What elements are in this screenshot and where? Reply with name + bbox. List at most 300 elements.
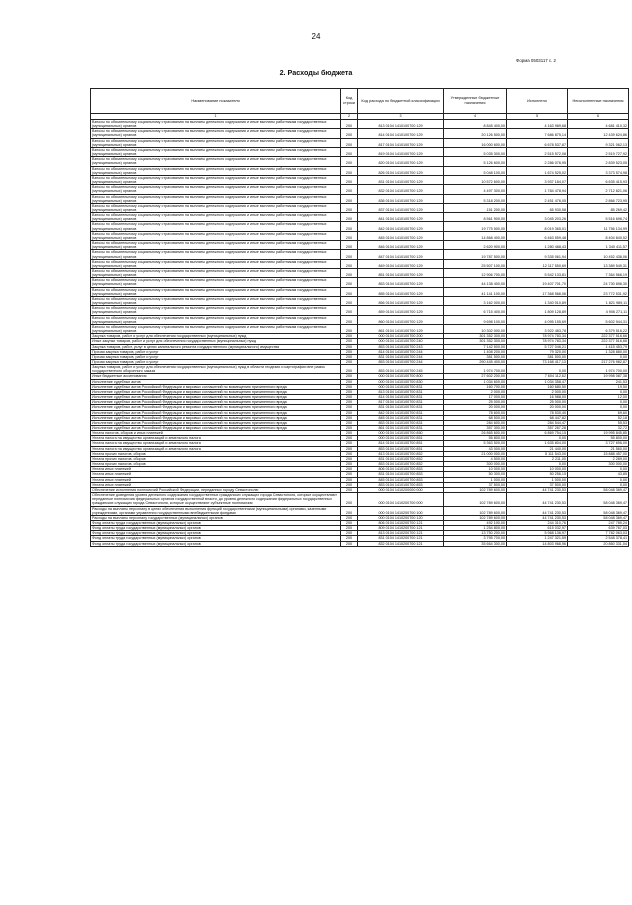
expenses-table bbox=[90, 88, 629, 547]
table-row bbox=[91, 493, 629, 506]
row-line-code: 200 bbox=[341, 138, 358, 147]
row-executed: 5 542 133,81 bbox=[507, 269, 568, 278]
row-name: Уплата налога на имущество организаций и земельного налога bbox=[91, 446, 341, 451]
row-executed: 10 000,00 bbox=[507, 467, 568, 472]
row-executed: 44 741 230,53 bbox=[507, 506, 568, 515]
row-approved: 381 500,00 bbox=[444, 354, 507, 359]
row-unexecuted: 85 269,42 bbox=[568, 203, 629, 212]
row-executed: 0,00 bbox=[507, 365, 568, 374]
header-executed: Исполнено bbox=[507, 89, 568, 114]
row-line-code: 200 bbox=[341, 531, 358, 536]
row-executed: 1 784 478,94 bbox=[507, 185, 568, 194]
row-name: Уплата налога на имущество организаций и земельного налога bbox=[91, 436, 341, 441]
row-unexecuted: 58 048 369,47 bbox=[568, 506, 629, 515]
row-line-code: 200 bbox=[341, 405, 358, 410]
row-budget-code: 831 0104 1410100700 244 bbox=[358, 354, 444, 359]
row-line-code: 200 bbox=[341, 477, 358, 482]
row-line-code: 200 bbox=[341, 415, 358, 420]
row-executed: 6 869 754,15 bbox=[507, 431, 568, 436]
row-approved: 102 789 600,00 bbox=[444, 506, 507, 515]
row-line-code: 200 bbox=[341, 462, 358, 467]
row-executed: 17 368 568,08 bbox=[507, 287, 568, 296]
row-line-code: 200 bbox=[341, 541, 358, 546]
table-row bbox=[91, 241, 629, 250]
row-executed: 1 809 128,89 bbox=[507, 306, 568, 315]
row-line-code: 200 bbox=[341, 203, 358, 212]
row-executed: 160 680,50 bbox=[507, 384, 568, 389]
row-executed: 65 930,58 bbox=[507, 203, 568, 212]
row-budget-code: 845 0104 1410100700 853 bbox=[358, 477, 444, 482]
row-line-code: 200 bbox=[341, 426, 358, 431]
row-unexecuted: 4 681 410,32 bbox=[568, 120, 629, 129]
row-unexecuted: 639 767,03 bbox=[568, 526, 629, 531]
row-budget-code: 000 0104 1410100700 831 bbox=[358, 384, 444, 389]
column-number: 2 bbox=[341, 114, 358, 120]
row-budget-code: 814 0104 1410100700 244 bbox=[358, 349, 444, 354]
row-unexecuted: 0,00 bbox=[568, 400, 629, 405]
table-row bbox=[91, 541, 629, 546]
row-executed: 0,00 bbox=[507, 462, 568, 467]
row-name: Иные бюджетные ассигнования bbox=[91, 374, 341, 379]
row-executed: 5 968 136,97 bbox=[507, 531, 568, 536]
row-name: Уплата налогов, сборов и иных платежей bbox=[91, 431, 341, 436]
row-line-code: 200 bbox=[341, 487, 358, 492]
row-name: Взносы по обязательному социальному страхованию на выплаты денежного содержания и иные выплаты работникам государственных (муниципальных) органов bbox=[91, 269, 341, 278]
table-row bbox=[91, 287, 629, 296]
row-unexecuted: 15 888 457,00 bbox=[568, 451, 629, 456]
row-name: Взносы по обязательному социальному страхованию на выплаты денежного содержания и иные выплаты работникам государственных (муниципальных) органов bbox=[91, 241, 341, 250]
row-budget-code: 853 0104 1410100700 852 bbox=[358, 462, 444, 467]
row-executed: 7 604 112,62 bbox=[507, 374, 568, 379]
row-name: Взносы по обязательному социальному страхованию на выплаты денежного содержания и иные выплаты работникам государственных (муниципальных) органов bbox=[91, 157, 341, 166]
row-approved: 25 507 100,00 bbox=[444, 259, 507, 268]
row-executed: 73 168 417,13 bbox=[507, 359, 568, 364]
row-executed: 1 674 525,02 bbox=[507, 166, 568, 175]
row-approved: 43 000,00 bbox=[444, 446, 507, 451]
column-number: 6 bbox=[568, 114, 629, 120]
row-executed: 244 310,76 bbox=[507, 520, 568, 525]
row-unexecuted: 11 756 134,99 bbox=[568, 222, 629, 231]
row-name: Исполнение судебных актов Российской Федерации и мировых соглашений по возмещению причиненного вреда bbox=[91, 400, 341, 405]
row-approved: 41 141 100,00 bbox=[444, 287, 507, 296]
row-unexecuted: 23 772 531,92 bbox=[568, 287, 629, 296]
row-executed: 44 741 230,53 bbox=[507, 487, 568, 492]
row-budget-code: 813 0104 1410100700 852 bbox=[358, 451, 444, 456]
row-approved: 10 572 600,00 bbox=[444, 175, 507, 184]
row-name: Расходы на выплаты персоналу в целях обеспечения выполнения функций государственными (муниципальными) органами, казенными учреждениями, органами управления государственными внебюджетными фондами bbox=[91, 506, 341, 515]
row-line-code: 200 bbox=[341, 194, 358, 203]
row-budget-code: 851 0104 1410100700 129 bbox=[358, 269, 444, 278]
row-executed: 16 988,00 bbox=[507, 395, 568, 400]
row-unexecuted: 247 789,24 bbox=[568, 520, 629, 525]
row-budget-code: 861 0104 1410100700 831 bbox=[358, 426, 444, 431]
row-unexecuted: 58 048 369,47 bbox=[568, 487, 629, 492]
row-budget-code: 842 0104 1410100700 831 bbox=[358, 410, 444, 415]
row-name: Взносы по обязательному социальному страхованию на выплаты денежного содержания и иные выплаты работникам государственных (муниципальных) органов bbox=[91, 175, 341, 184]
row-name: Исполнение судебных актов Российской Федерации и мировых соглашений по возмещению причиненного вреда bbox=[91, 395, 341, 400]
row-name: Взносы по обязательному социальному страхованию на выплаты денежного содержания и иные выплаты работникам государственных (муниципальных) органов bbox=[91, 231, 341, 240]
row-approved: 5 318 200,00 bbox=[444, 194, 507, 203]
row-unexecuted: 0,00 bbox=[568, 467, 629, 472]
row-name: Уплата прочих налогов, сборов bbox=[91, 451, 341, 456]
row-budget-code: 853 0104 1410100700 831 bbox=[358, 420, 444, 425]
row-name: Фонд оплаты труда государственных (муниципальных) органов bbox=[91, 541, 341, 546]
row-budget-code: 853 0104 1410100700 129 bbox=[358, 278, 444, 287]
row-executed: 0,00 bbox=[507, 436, 568, 441]
row-unexecuted: 19 998 087,38 bbox=[568, 374, 629, 379]
row-line-code: 200 bbox=[341, 365, 358, 374]
row-approved: 13 750 200,00 bbox=[444, 531, 507, 536]
row-name: Взносы по обязательному социальному страхованию на выплаты денежного содержания и иные выплаты работникам государственных (муниципальных) органов bbox=[91, 129, 341, 138]
row-line-code: 200 bbox=[341, 354, 358, 359]
row-name: Обеспечение исполнения полномочий Российской Федерации, переданных городу Севастополю bbox=[91, 487, 341, 492]
row-approved: 12 906 700,00 bbox=[444, 269, 507, 278]
row-approved: 6 715 400,00 bbox=[444, 306, 507, 315]
row-executed: 78 530,40 bbox=[507, 410, 568, 415]
row-approved: 300 000,00 bbox=[444, 462, 507, 467]
row-executed: 44 741 230,53 bbox=[507, 515, 568, 520]
row-line-code: 200 bbox=[341, 287, 358, 296]
row-unexecuted: 52,18 bbox=[568, 415, 629, 420]
row-unexecuted: 32,72 bbox=[568, 426, 629, 431]
row-approved: 492 100,00 bbox=[444, 520, 507, 525]
row-budget-code: 831 0104 1410100700 129 bbox=[358, 175, 444, 184]
row-line-code: 200 bbox=[341, 339, 358, 344]
row-budget-code: 861 0104 1410100700 129 bbox=[358, 324, 444, 333]
row-approved: 301 352 300,00 bbox=[444, 339, 507, 344]
row-line-code: 200 bbox=[341, 379, 358, 384]
row-approved: 50 300,00 bbox=[444, 472, 507, 477]
row-budget-code: 000 0104 1410100700 850 bbox=[358, 431, 444, 436]
row-name: Исполнение судебных актов Российской Федерации и мировых соглашений по возмещению причиненного вреда bbox=[91, 426, 341, 431]
row-executed: 44 741 230,53 bbox=[507, 493, 568, 506]
row-line-code: 200 bbox=[341, 482, 358, 487]
row-budget-code: 819 0104 1410100700 129 bbox=[358, 147, 444, 156]
row-name: Взносы по обязательному социальному страхованию на выплаты денежного содержания и иные выплаты работникам государственных (муниципальных) органов bbox=[91, 222, 341, 231]
row-unexecuted: 7 364 566,19 bbox=[568, 269, 629, 278]
row-name: Прочая закупка товаров, работ и услуг bbox=[91, 354, 341, 359]
row-budget-code: 847 0104 1410100700 129 bbox=[358, 250, 444, 259]
row-name: Взносы по обязательному социальному страхованию на выплаты денежного содержания и иные выплаты работникам государственных (муниципальных) органов bbox=[91, 120, 341, 129]
row-budget-code: 814 0104 1410100700 129 bbox=[358, 129, 444, 138]
row-name: Взносы по обязательному социальному страхованию на выплаты денежного содержания и иные выплаты работникам государственных (муниципальных) органов bbox=[91, 185, 341, 194]
row-name: Расходы на выплаты персоналу государственных (муниципальных) органов bbox=[91, 515, 341, 520]
row-name: Взносы по обязательному социальному страхованию на выплаты денежного содержания и иные выплаты работникам государственных (муниципальных) органов bbox=[91, 203, 341, 212]
column-number: 3 bbox=[358, 114, 444, 120]
row-budget-code: 817 0104 1410100700 129 bbox=[358, 138, 444, 147]
row-name: Исполнение судебных актов Российской Федерации и мировых соглашений по возмещению причиненного вреда bbox=[91, 389, 341, 394]
row-line-code: 200 bbox=[341, 175, 358, 184]
row-approved: 21 000 000,00 bbox=[444, 451, 507, 456]
header-unexecuted: Неисполненные назначения bbox=[568, 89, 629, 114]
row-budget-code: 809 0104 1410200700 121 bbox=[358, 526, 444, 531]
row-approved: 5 035 300,00 bbox=[444, 147, 507, 156]
row-approved: 4 500,00 bbox=[444, 456, 507, 461]
row-budget-code: 837 0104 1410100700 129 bbox=[358, 203, 444, 212]
row-line-code: 200 bbox=[341, 451, 358, 456]
table-row bbox=[91, 175, 629, 184]
row-name: Фонд оплаты труда государственных (муниципальных) органов bbox=[91, 526, 341, 531]
row-approved: 25 000,00 bbox=[444, 400, 507, 405]
row-approved: 7 142 500,00 bbox=[444, 344, 507, 349]
row-name: Взносы по обязательному социальному страхованию на выплаты денежного содержания и иные выплаты работникам государственных (муниципальных) органов bbox=[91, 166, 341, 175]
row-budget-code: 814 0104 1410100700 851 bbox=[358, 441, 444, 446]
row-executed: 79 320,00 bbox=[507, 349, 568, 354]
row-approved: 357 300,00 bbox=[444, 426, 507, 431]
row-unexecuted: 2 519 727,92 bbox=[568, 147, 629, 156]
header-row bbox=[91, 89, 629, 114]
row-name: Взносы по обязательному социальному страхованию на выплаты денежного содержания и иные выплаты работникам государственных (муниципальных) органов bbox=[91, 287, 341, 296]
row-line-code: 200 bbox=[341, 166, 358, 175]
row-unexecuted: 13 389 549,31 bbox=[568, 259, 629, 268]
row-approved: 290 445 400,00 bbox=[444, 359, 507, 364]
row-line-code: 200 bbox=[341, 384, 358, 389]
row-approved: 9 698 100,00 bbox=[444, 315, 507, 324]
row-unexecuted: 0,00 bbox=[568, 354, 629, 359]
row-line-code: 200 bbox=[341, 269, 358, 278]
row-executed: 7 686 875,14 bbox=[507, 129, 568, 138]
row-budget-code: 845 0104 1410100700 831 bbox=[358, 415, 444, 420]
row-line-code: 200 bbox=[341, 400, 358, 405]
row-name: Взносы по обязательному социальному страхованию на выплаты денежного содержания и иные выплаты работникам государственных (муниципальных) органов bbox=[91, 213, 341, 222]
row-executed: 1 247 321,59 bbox=[507, 536, 568, 541]
column-number: 1 bbox=[91, 114, 341, 120]
row-unexecuted: 55 800,00 bbox=[568, 436, 629, 441]
row-line-code: 200 bbox=[341, 446, 358, 451]
row-approved: 102 789 600,00 bbox=[444, 515, 507, 520]
row-budget-code: 000 0104 1410100700 240 bbox=[358, 339, 444, 344]
row-unexecuted: 10 452 438,06 bbox=[568, 250, 629, 259]
row-budget-code: 813 0104 1410200700 121 bbox=[358, 531, 444, 536]
row-budget-code: 831 0104 1410100700 831 bbox=[358, 405, 444, 410]
row-unexecuted: 0,00 bbox=[568, 389, 629, 394]
row-line-code: 200 bbox=[341, 349, 358, 354]
row-line-code: 200 bbox=[341, 222, 358, 231]
row-executed: 14 803 968,96 bbox=[507, 541, 568, 546]
table-body bbox=[91, 120, 629, 547]
row-line-code: 200 bbox=[341, 344, 358, 349]
row-unexecuted: 55,53 bbox=[568, 420, 629, 425]
table-row bbox=[91, 213, 629, 222]
table-row bbox=[91, 259, 629, 268]
table-row bbox=[91, 194, 629, 203]
row-unexecuted: 12,00 bbox=[568, 395, 629, 400]
row-unexecuted: 241,53 bbox=[568, 379, 629, 384]
row-approved: 3 795 700,00 bbox=[444, 536, 507, 541]
form-label: Форма 0503117 с. 2 bbox=[516, 58, 556, 63]
row-executed: 357 267,28 bbox=[507, 426, 568, 431]
row-budget-code: 841 0104 1410100700 129 bbox=[358, 213, 444, 222]
row-unexecuted: 217 276 982,87 bbox=[568, 359, 629, 364]
row-line-code: 200 bbox=[341, 467, 358, 472]
row-name: Исполнение судебных актов bbox=[91, 379, 341, 384]
row-line-code: 200 bbox=[341, 493, 358, 506]
row-unexecuted: 1 821 989,11 bbox=[568, 296, 629, 305]
row-name: Уплата прочих налогов, сборов bbox=[91, 462, 341, 467]
row-executed: 9 335 061,94 bbox=[507, 250, 568, 259]
row-line-code: 200 bbox=[341, 456, 358, 461]
row-name: Взносы по обязательному социальному страхованию на выплаты денежного содержания и иные выплаты работникам государственных (муниципальных) органов bbox=[91, 138, 341, 147]
row-unexecuted: 9 321 062,13 bbox=[568, 138, 629, 147]
row-approved: 151 200,00 bbox=[444, 203, 507, 212]
table-row bbox=[91, 203, 629, 212]
table-row bbox=[91, 120, 629, 129]
row-name: Иные закупки товаров, работ и услуг для обеспечения государственных (муниципальных) нужд bbox=[91, 339, 341, 344]
row-line-code: 200 bbox=[341, 436, 358, 441]
row-line-code: 200 bbox=[341, 324, 358, 333]
row-unexecuted: 1 340 411,57 bbox=[568, 241, 629, 250]
row-unexecuted: 6 635 415,93 bbox=[568, 175, 629, 184]
row-budget-code: 813 0104 1410100700 831 bbox=[358, 389, 444, 394]
row-line-code: 200 bbox=[341, 213, 358, 222]
row-budget-code: 806 0104 1410100700 853 bbox=[358, 467, 444, 472]
row-executed: 68 447,82 bbox=[507, 415, 568, 420]
row-approved: 20 126 500,00 bbox=[444, 129, 507, 138]
row-approved: 55 800,00 bbox=[444, 436, 507, 441]
row-budget-code: 846 0104 1410100700 129 bbox=[358, 241, 444, 250]
row-approved: 5 363 500,00 bbox=[444, 441, 507, 446]
row-name: Закупка товаров, работ и услуг для обеспечения государственных (муниципальных) нужд в области геодезии и картографии вне рамок государственного оборонного заказа bbox=[91, 365, 341, 374]
row-executed: 2 000,00 bbox=[507, 389, 568, 394]
row-approved: 19 787 500,00 bbox=[444, 250, 507, 259]
row-approved: 78 600,00 bbox=[444, 410, 507, 415]
row-executed: 2 451 476,05 bbox=[507, 194, 568, 203]
row-line-code: 200 bbox=[341, 389, 358, 394]
row-name: Взносы по обязательному социальному страхованию на выплаты денежного содержания и иные выплаты работникам государственных (муниципальных) органов bbox=[91, 306, 341, 315]
column-number: 4 bbox=[444, 114, 507, 120]
section-title: 2. Расходы бюджета bbox=[279, 68, 353, 77]
row-executed: 1 034 358,47 bbox=[507, 379, 568, 384]
row-budget-code: 814 0104 1410100700 831 bbox=[358, 395, 444, 400]
header-line-code: Код строки bbox=[341, 89, 358, 114]
row-approved: 1 254 800,00 bbox=[444, 526, 507, 531]
row-unexecuted: 58 048 369,47 bbox=[568, 515, 629, 520]
row-unexecuted: 1 415 453,79 bbox=[568, 344, 629, 349]
row-executed: 25 000,00 bbox=[507, 400, 568, 405]
table-row bbox=[91, 506, 629, 515]
row-line-code: 200 bbox=[341, 374, 358, 379]
table-row bbox=[91, 222, 629, 231]
row-approved: 17 000,00 bbox=[444, 395, 507, 400]
row-unexecuted: 20 860 331,04 bbox=[568, 541, 629, 546]
row-executed: 3 922 483,78 bbox=[507, 324, 568, 333]
row-unexecuted: 2 866 723,95 bbox=[568, 194, 629, 203]
row-executed: 2 286 076,95 bbox=[507, 157, 568, 166]
row-executed: 50 256,15 bbox=[507, 472, 568, 477]
row-approved: 37 500,00 bbox=[444, 482, 507, 487]
row-unexecuted: 1 328 880,00 bbox=[568, 349, 629, 354]
page-number: 24 bbox=[311, 32, 321, 41]
row-approved: 5 048 100,00 bbox=[444, 166, 507, 175]
row-budget-code: 856 0104 1410100700 129 bbox=[358, 296, 444, 305]
row-budget-code: 853 0104 1410100700 243 bbox=[358, 344, 444, 349]
row-name: Уплата иных платежей bbox=[91, 482, 341, 487]
row-approved: 14 868 400,00 bbox=[444, 231, 507, 240]
row-budget-code: 831 0104 1410200700 121 bbox=[358, 536, 444, 541]
row-approved: 27 602 200,00 bbox=[444, 374, 507, 379]
row-executed: 284 544,47 bbox=[507, 420, 568, 425]
row-line-code: 200 bbox=[341, 147, 358, 156]
header-approved: Утвержденные бюджетные назначения bbox=[444, 89, 507, 114]
row-executed: 78 974 783,34 bbox=[507, 339, 568, 344]
row-name: Фонд оплаты труда государственных (муниципальных) органов bbox=[91, 531, 341, 536]
row-line-code: 200 bbox=[341, 259, 358, 268]
row-name: Взносы по обязательному социальному страхованию на выплаты денежного содержания и иные выплаты работникам государственных (муниципальных) органов bbox=[91, 194, 341, 203]
row-approved: 8 561 900,00 bbox=[444, 213, 507, 222]
row-executed: 78 974 783,34 bbox=[507, 334, 568, 339]
row-unexecuted: 58 048 369,47 bbox=[568, 493, 629, 506]
row-name: Прочая закупка товаров, работ и услуг bbox=[91, 359, 341, 364]
row-line-code: 200 bbox=[341, 157, 358, 166]
row-budget-code: 836 0104 1410100700 129 bbox=[358, 194, 444, 203]
row-budget-code: 831 0104 1410100700 852 bbox=[358, 456, 444, 461]
row-executed: 19 407 701,70 bbox=[507, 278, 568, 287]
row-unexecuted: 2 712 821,06 bbox=[568, 185, 629, 194]
row-line-code: 200 bbox=[341, 296, 358, 305]
row-executed: 8 019 365,01 bbox=[507, 222, 568, 231]
table-row bbox=[91, 138, 629, 147]
row-budget-code: 817 0104 1410100700 831 bbox=[358, 400, 444, 405]
row-approved: 1 408 200,00 bbox=[444, 349, 507, 354]
row-approved: 44 138 400,00 bbox=[444, 278, 507, 287]
row-name: Взносы по обязательному социальному страхованию на выплаты денежного содержания и иные выплаты работникам государственных (муниципальных) органов bbox=[91, 147, 341, 156]
row-unexecuted: 222 377 516,66 bbox=[568, 339, 629, 344]
row-name: Взносы по обязательному социальному страхованию на выплаты денежного содержания и иные выплаты работникам государственных (муниципальных) органов bbox=[91, 324, 341, 333]
row-executed: 4 095 155,69 bbox=[507, 315, 568, 324]
row-unexecuted: 1 974 700,00 bbox=[568, 365, 629, 374]
row-executed: 2 515 572,08 bbox=[507, 147, 568, 156]
row-executed: 37 500,00 bbox=[507, 482, 568, 487]
row-name: Уплата иных платежей bbox=[91, 477, 341, 482]
table-row bbox=[91, 231, 629, 240]
row-approved: 102 789 600,00 bbox=[444, 493, 507, 506]
row-line-code: 200 bbox=[341, 241, 358, 250]
row-unexecuted: 2 289,00 bbox=[568, 456, 629, 461]
row-unexecuted: 3 373 574,98 bbox=[568, 166, 629, 175]
row-executed: 1 280 488,43 bbox=[507, 241, 568, 250]
row-name: Закупка товаров, работ, услуг в целях капитального ремонта государственного (муниципального) имущества bbox=[91, 344, 341, 349]
row-line-code: 200 bbox=[341, 410, 358, 415]
row-name: Исполнение судебных актов Российской Федерации и мировых соглашений по возмещению причиненного вреда bbox=[91, 405, 341, 410]
row-executed: 12 117 550,69 bbox=[507, 259, 568, 268]
row-unexecuted: 0,00 bbox=[568, 477, 629, 482]
row-name: Взносы по обязательному социальному страхованию на выплаты денежного содержания и иные выплаты работникам государственных (муниципальных) органов bbox=[91, 296, 341, 305]
row-line-code: 200 bbox=[341, 431, 358, 436]
row-executed: 20 000,00 bbox=[507, 405, 568, 410]
row-unexecuted: 5 602 944,31 bbox=[568, 315, 629, 324]
row-unexecuted: 21 560,00 bbox=[568, 446, 629, 451]
row-unexecuted: 3 727 696,00 bbox=[568, 441, 629, 446]
row-unexecuted: 19,50 bbox=[568, 384, 629, 389]
row-executed: 3 937 184,07 bbox=[507, 175, 568, 184]
row-executed: 1 000,00 bbox=[507, 477, 568, 482]
table-row bbox=[91, 365, 629, 374]
table-row bbox=[91, 306, 629, 315]
row-executed: 381 500,00 bbox=[507, 354, 568, 359]
row-unexecuted: 8 404 840,52 bbox=[568, 231, 629, 240]
row-name: Взносы по обязательному социальному страхованию на выплаты денежного содержания и иные выплаты работникам государственных (муниципальных) органов bbox=[91, 250, 341, 259]
row-budget-code: 860 0104 1410100700 129 bbox=[358, 315, 444, 324]
row-name: Уплата налога на имущество организаций и земельного налога bbox=[91, 441, 341, 446]
row-budget-code: 000 0104 1410200700 120 bbox=[358, 515, 444, 520]
table-row bbox=[91, 166, 629, 175]
row-name: Взносы по обязательному социальному страхованию на выплаты денежного содержания и иные выплаты работникам государственных (муниципальных) органов bbox=[91, 278, 341, 287]
row-approved: 16 000 600,00 bbox=[444, 138, 507, 147]
row-budget-code: 000 0104 1410100700 851 bbox=[358, 436, 444, 441]
row-unexecuted: 300 000,00 bbox=[568, 462, 629, 467]
row-budget-code: 842 0104 1410100700 129 bbox=[358, 222, 444, 231]
row-approved: 19 775 500,00 bbox=[444, 222, 507, 231]
